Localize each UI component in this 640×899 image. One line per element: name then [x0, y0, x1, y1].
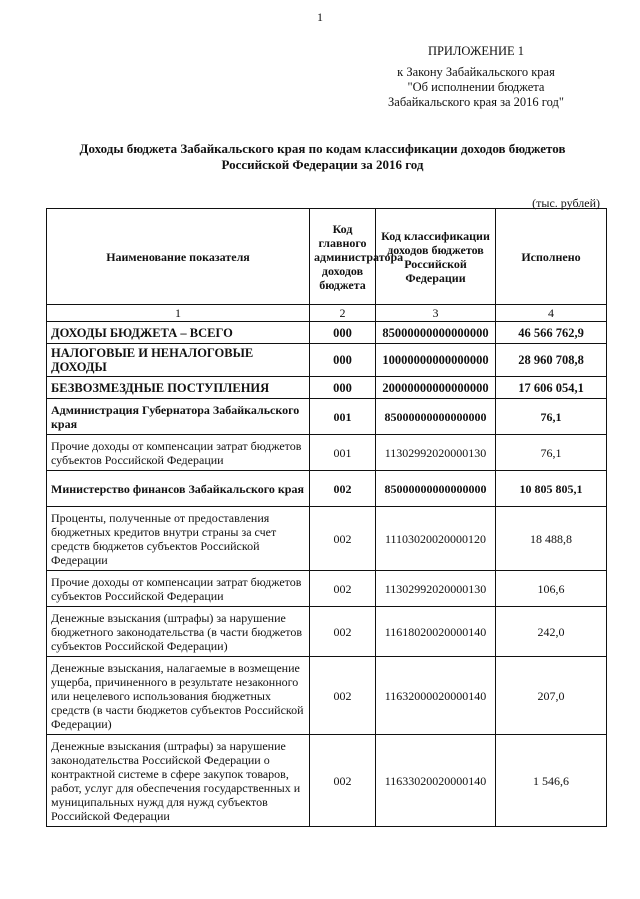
row-class-code-cell: 11632000020000140 — [376, 657, 496, 735]
appendix-line-2: "Об исполнении бюджета — [407, 80, 545, 94]
row-class-code-cell: 11302992020000130 — [376, 571, 496, 607]
table-row — [47, 322, 607, 344]
row-executed-cell: 76,1 — [496, 435, 607, 471]
row-class-code-cell: 11302992020000130 — [376, 435, 496, 471]
row-class-code-cell: 85000000000000000 — [376, 399, 496, 435]
table-row — [47, 657, 607, 735]
table-row — [47, 507, 607, 571]
document-title-line-2: Российской Федерации за 2016 год — [221, 157, 424, 172]
header-admin-code: Код главного администратора доходов бюджета — [310, 209, 376, 305]
row-name-cell: Денежные взыскания (штрафы) за нарушение бюджетного законодательства (в части бюджетов субъектов Российской Федерации) — [47, 607, 310, 657]
row-admin-code-cell: 002 — [310, 735, 376, 827]
row-admin-code-cell: 001 — [310, 399, 376, 435]
appendix-title: ПРИЛОЖЕНИЕ 1 — [427, 44, 525, 58]
header-name: Наименование показателя — [47, 209, 310, 305]
row-executed-cell: 28 960 708,8 — [496, 344, 607, 377]
document-title-line-1: Доходы бюджета Забайкальского края по кодам классификации доходов бюджетов — [79, 141, 566, 156]
row-class-code-cell: 10000000000000000 — [376, 344, 496, 377]
row-admin-code-cell: 002 — [310, 471, 376, 507]
row-executed-cell: 10 805 805,1 — [496, 471, 607, 507]
revenue-table — [46, 208, 607, 827]
column-number: 3 — [376, 305, 496, 322]
column-number: 1 — [47, 305, 310, 322]
row-name-cell: Администрация Губернатора Забайкальского края — [47, 399, 310, 435]
row-executed-cell: 46 566 762,9 — [496, 322, 607, 344]
row-admin-code-cell: 002 — [310, 607, 376, 657]
row-name-cell: Прочие доходы от компенсации затрат бюджетов субъектов Российской Федерации — [47, 435, 310, 471]
table-row — [47, 471, 607, 507]
row-executed-cell: 76,1 — [496, 399, 607, 435]
row-admin-code-cell: 002 — [310, 571, 376, 607]
row-name-cell: Министерство финансов Забайкальского края — [47, 471, 310, 507]
row-admin-code-cell: 001 — [310, 435, 376, 471]
column-number: 2 — [310, 305, 376, 322]
row-name-cell: Денежные взыскания (штрафы) за нарушение законодательства Российской Федерации о контрактной системе в сфере закупок товаров, работ, услуг для обеспечения государственных и муниципальных нужд для нужд субъектов Российской Федерации — [47, 735, 310, 827]
row-name-cell: Денежные взыскания, налагаемые в возмещение ущерба, причиненного в результате незаконного или нецелевого использования бюджетных средств (в части бюджетов субъектов Российской Федерации) — [47, 657, 310, 735]
table-row — [47, 735, 607, 827]
row-name-cell: Прочие доходы от компенсации затрат бюджетов субъектов Российской Федерации — [47, 571, 310, 607]
appendix-block — [356, 44, 596, 110]
row-admin-code-cell: 002 — [310, 657, 376, 735]
table-row — [47, 607, 607, 657]
row-executed-cell: 18 488,8 — [496, 507, 607, 571]
header-executed: Исполнено — [496, 209, 607, 305]
row-executed-cell: 1 546,6 — [496, 735, 607, 827]
table-row — [47, 344, 607, 377]
table-body — [47, 322, 607, 827]
header-class-code: Код классификации доходов бюджетов Российской Федерации — [376, 209, 496, 305]
row-name-cell: Проценты, полученные от предоставления бюджетных кредитов внутри страны за счет средств бюджетов субъектов Российской Федерации — [47, 507, 310, 571]
row-class-code-cell: 11103020020000120 — [376, 507, 496, 571]
table-row — [47, 399, 607, 435]
document-title — [40, 141, 605, 173]
column-number: 4 — [496, 305, 607, 322]
row-executed-cell: 17 606 054,1 — [496, 377, 607, 399]
row-executed-cell: 242,0 — [496, 607, 607, 657]
row-executed-cell: 106,6 — [496, 571, 607, 607]
page-number: 1 — [317, 10, 323, 24]
column-number-row — [47, 305, 607, 322]
table-header-row — [47, 209, 607, 305]
row-class-code-cell: 85000000000000000 — [376, 471, 496, 507]
row-admin-code-cell: 002 — [310, 507, 376, 571]
row-class-code-cell: 85000000000000000 — [376, 322, 496, 344]
row-admin-code-cell: 000 — [310, 344, 376, 377]
row-name-cell: ДОХОДЫ БЮДЖЕТА – ВСЕГО — [47, 322, 310, 344]
row-executed-cell: 207,0 — [496, 657, 607, 735]
row-class-code-cell: 11618020020000140 — [376, 607, 496, 657]
appendix-line-3: Забайкальского края за 2016 год" — [388, 95, 564, 109]
table-row — [47, 571, 607, 607]
appendix-line-1: к Закону Забайкальского края — [397, 65, 555, 79]
table-row — [47, 377, 607, 399]
row-name-cell: НАЛОГОВЫЕ И НЕНАЛОГОВЫЕ ДОХОДЫ — [47, 344, 310, 377]
row-admin-code-cell: 000 — [310, 322, 376, 344]
row-class-code-cell: 11633020020000140 — [376, 735, 496, 827]
row-name-cell: БЕЗВОЗМЕЗДНЫЕ ПОСТУПЛЕНИЯ — [47, 377, 310, 399]
row-class-code-cell: 20000000000000000 — [376, 377, 496, 399]
units-label: (тыс. рублей) — [532, 196, 600, 210]
table-row — [47, 435, 607, 471]
row-admin-code-cell: 000 — [310, 377, 376, 399]
